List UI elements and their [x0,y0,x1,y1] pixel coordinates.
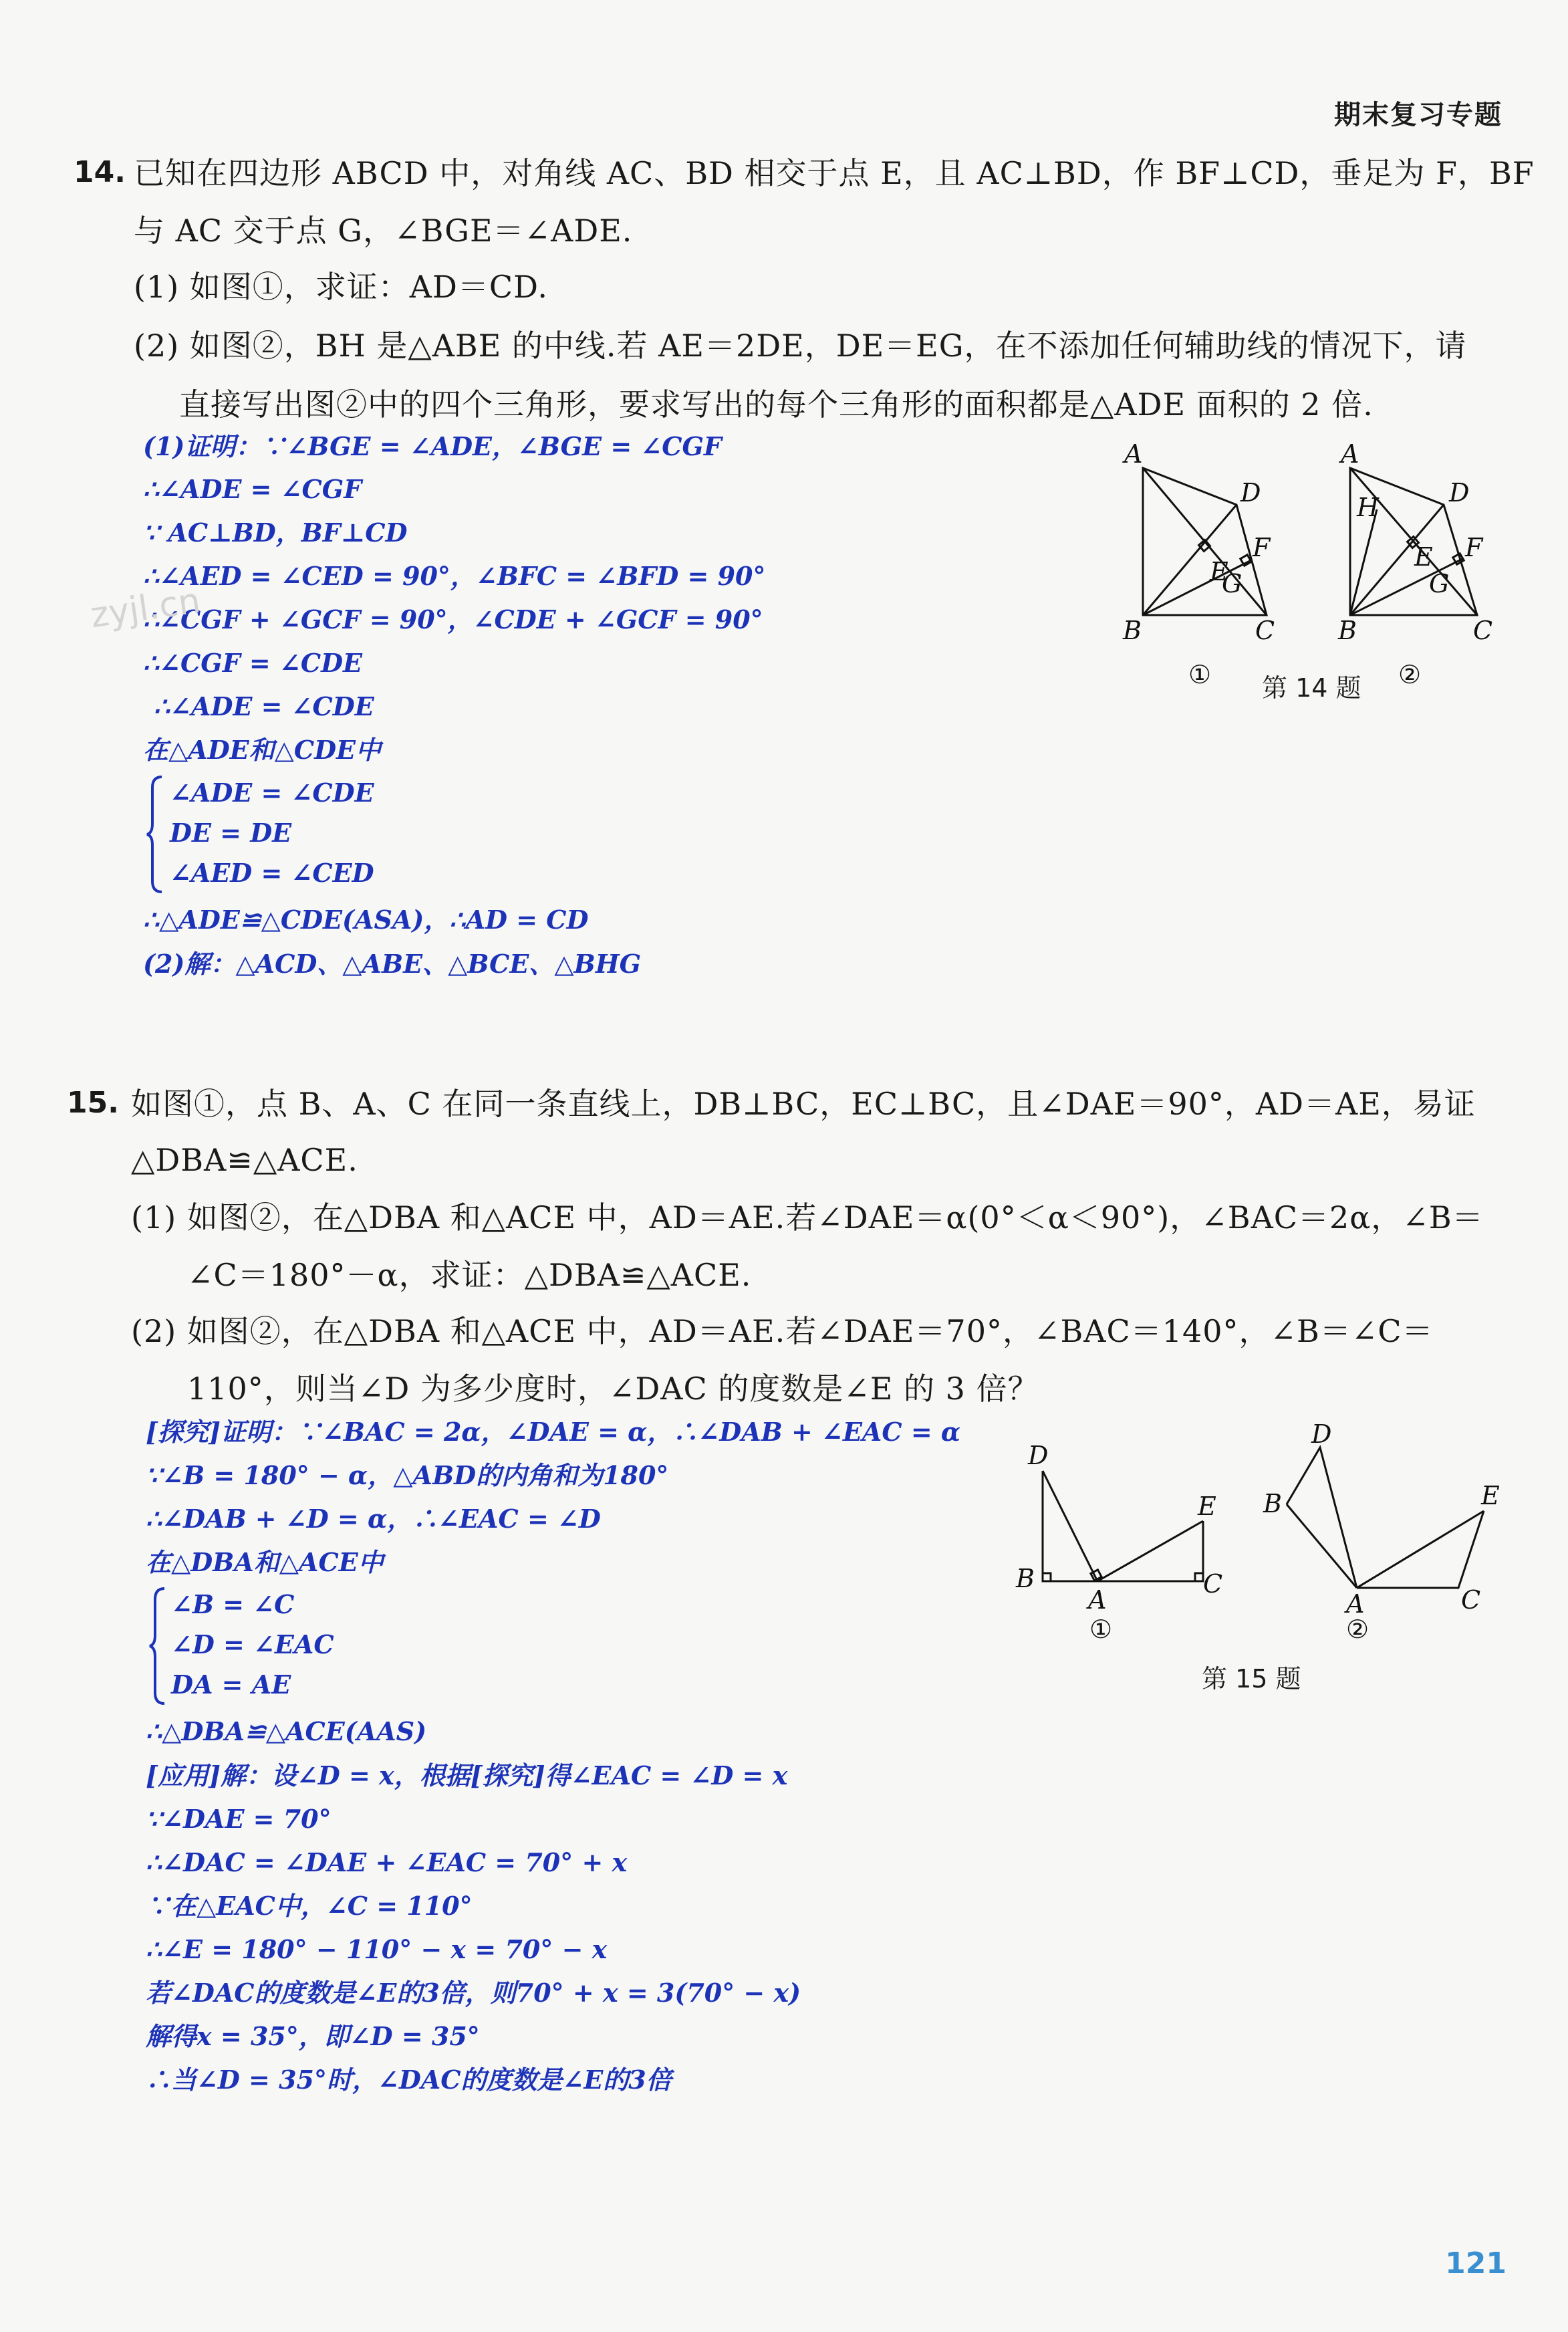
q15-solution-line: ∴△DBA≌△ACE(AAS) [146,1716,427,1746]
q14-line-2: 与 AC 交于点 G，∠BGE＝∠ADE. [134,213,633,249]
q15-figure [1003,1417,1511,1671]
svg-text:D: D [1028,1441,1049,1470]
q15-brace [148,1586,168,1706]
svg-text:B: B [1338,616,1357,645]
svg-text:A: A [1088,1585,1107,1615]
q15-solution-line: [探究]证明：∵∠BAC = 2α，∠DAE = α，∴∠DAB + ∠EAC = α [146,1417,961,1447]
svg-text:A: A [1346,1589,1365,1619]
svg-text:C: C [1255,616,1275,645]
question-15-number: 15. [67,1086,119,1120]
q14-line-1: 已知在四边形 ABCD 中，对角线 AC、BD 相交于点 E，且 AC⊥BD，作 BF⊥CD，垂足为 F，BF [134,155,1535,191]
q14-solution-line: ∴∠ADE = ∠CGF [143,474,362,504]
q15-solution-line: ∠B = ∠C [171,1589,295,1619]
q14-figure-caption: 第 14 题 [1262,673,1361,703]
question-14-number: 14. [74,155,126,189]
q14-solution-line: (1)证明：∵∠BGE = ∠ADE，∠BGE = ∠CGF [143,431,722,461]
svg-text:D: D [1449,478,1470,507]
q14-solution-line: ∵ AC⊥BD，BF⊥CD [143,517,408,548]
svg-text:C: C [1203,1569,1223,1599]
svg-text:D: D [1240,478,1261,507]
q15-solution-line: ∠D = ∠EAC [171,1629,334,1659]
svg-text:C: C [1461,1585,1481,1615]
q14-solution-line: ∴∠CGF + ∠GCF = 90°，∠CDE + ∠GCF = 90° [143,604,763,634]
q14-line-4: (2) 如图②，BH 是△ABE 的中线.若 AE＝2DE，DE＝EG，在不添加任何辅助线的情况下，请 [134,328,1467,364]
q14-solution-line: ∴∠ADE = ∠CDE [154,691,374,721]
q15-solution-line: ∵∠DAE = 70° [146,1804,332,1834]
q15-line-4: ∠C＝180°－α，求证：△DBA≌△ACE. [187,1257,752,1293]
q15-solution-line: ∵在△EAC中，∠C = 110° [146,1891,473,1921]
q14-solution-line: ∴∠CGF = ∠CDE [143,648,362,678]
q15-figure-caption: 第 15 题 [1202,1664,1301,1694]
svg-text:G: G [1429,569,1450,598]
q14-brace [146,774,166,895]
watermark: zyjl.cn [88,580,203,636]
svg-text:H: H [1357,493,1380,522]
section-header: 期末复习专题 [1334,100,1502,130]
svg-text:E: E [1198,1492,1216,1521]
q14-solution-line: ∴∠AED = ∠CED = 90°，∠BFC = ∠BFD = 90° [143,561,766,591]
q14-fig1-label: ① [1188,660,1212,689]
q15-solution-line: ∴∠DAC = ∠DAE + ∠EAC = 70° + x [146,1847,628,1877]
q14-solution-line: DE = DE [170,818,292,848]
q15-fig1-label: ① [1089,1615,1113,1644]
q15-solution-line: 在△DBA和△ACE中 [146,1547,384,1577]
q14-solution-line: ∠AED = ∠CED [170,858,374,888]
q15-solution-line: ∵∠B = 180° − α，△ABD的内角和为180° [146,1460,669,1490]
q15-line-5: (2) 如图②，在△DBA 和△ACE 中，AD＝AE.若∠DAE＝70°，∠BAC＝140°，∠B＝∠C＝ [131,1313,1434,1349]
q14-fig2-label: ② [1398,660,1422,689]
svg-text:B: B [1016,1564,1035,1593]
q15-line-3: (1) 如图②，在△DBA 和△ACE 中，AD＝AE.若∠DAE＝α(0°＜α＜90°)，∠BAC＝2α，∠B＝ [131,1199,1484,1236]
q14-solution-line: ∴△ADE≌△CDE(ASA)，∴AD = CD [143,905,589,935]
svg-text:E: E [1210,557,1228,586]
q14-solution-line: ∠ADE = ∠CDE [170,778,374,808]
q15-line-6: 110°，则当∠D 为多少度时，∠DAC 的度数是∠E 的 3 倍？ [187,1371,1039,1407]
q14-solution-line: (2)解：△ACD、△ABE、△BCE、△BHG [143,949,642,979]
svg-text:G: G [1222,569,1243,598]
q15-figure-1 [1043,1471,1203,1581]
svg-text:E: E [1481,1481,1500,1510]
q14-line-3: (1) 如图①，求证：AD＝CD. [134,269,548,305]
q15-solution-line: ∴当∠D = 35°时，∠DAC的度数是∠E的3倍 [146,2065,672,2095]
svg-text:A: A [1341,439,1359,469]
q15-fig2-label: ② [1346,1615,1369,1644]
q15-solution-line: ∴∠E = 180° − 110° − x = 70° − x [146,1934,608,1964]
q15-solution-line: ∴∠DAB + ∠D = α，∴∠EAC = ∠D [146,1504,601,1534]
q14-line-5: 直接写出图②中的四个三角形，要求写出的每个三角形的面积都是△ADE 面积的 2 倍. [179,386,1374,423]
q14-solution-line: 在△ADE和△CDE中 [143,735,382,765]
svg-text:D: D [1311,1419,1332,1449]
svg-text:F: F [1465,533,1483,562]
svg-text:F: F [1253,533,1271,562]
svg-text:B: B [1263,1489,1282,1518]
q15-solution-line: 若∠DAC的度数是∠E的3倍，则70° + x = 3(70° − x) [146,1978,801,2008]
q15-line-1: 如图①，点 B、A、C 在同一条直线上，DB⊥BC，EC⊥BC，且∠DAE＝90°，AD＝AE，易证 [131,1086,1476,1122]
svg-text:E: E [1414,542,1433,572]
page-number: 121 [1445,2246,1507,2281]
q15-line-2: △DBA≌△ACE. [131,1142,358,1178]
q15-figure-2 [1287,1447,1484,1588]
svg-text:C: C [1473,616,1493,645]
q15-solution-line: 解得x = 35°，即∠D = 35° [146,2021,480,2051]
q15-solution-line: DA = AE [171,1669,291,1700]
svg-text:B: B [1123,616,1142,645]
svg-text:A: A [1124,439,1143,469]
q15-solution-line: [应用]解：设∠D = x，根据[探究]得∠EAC = ∠D = x [146,1760,788,1790]
